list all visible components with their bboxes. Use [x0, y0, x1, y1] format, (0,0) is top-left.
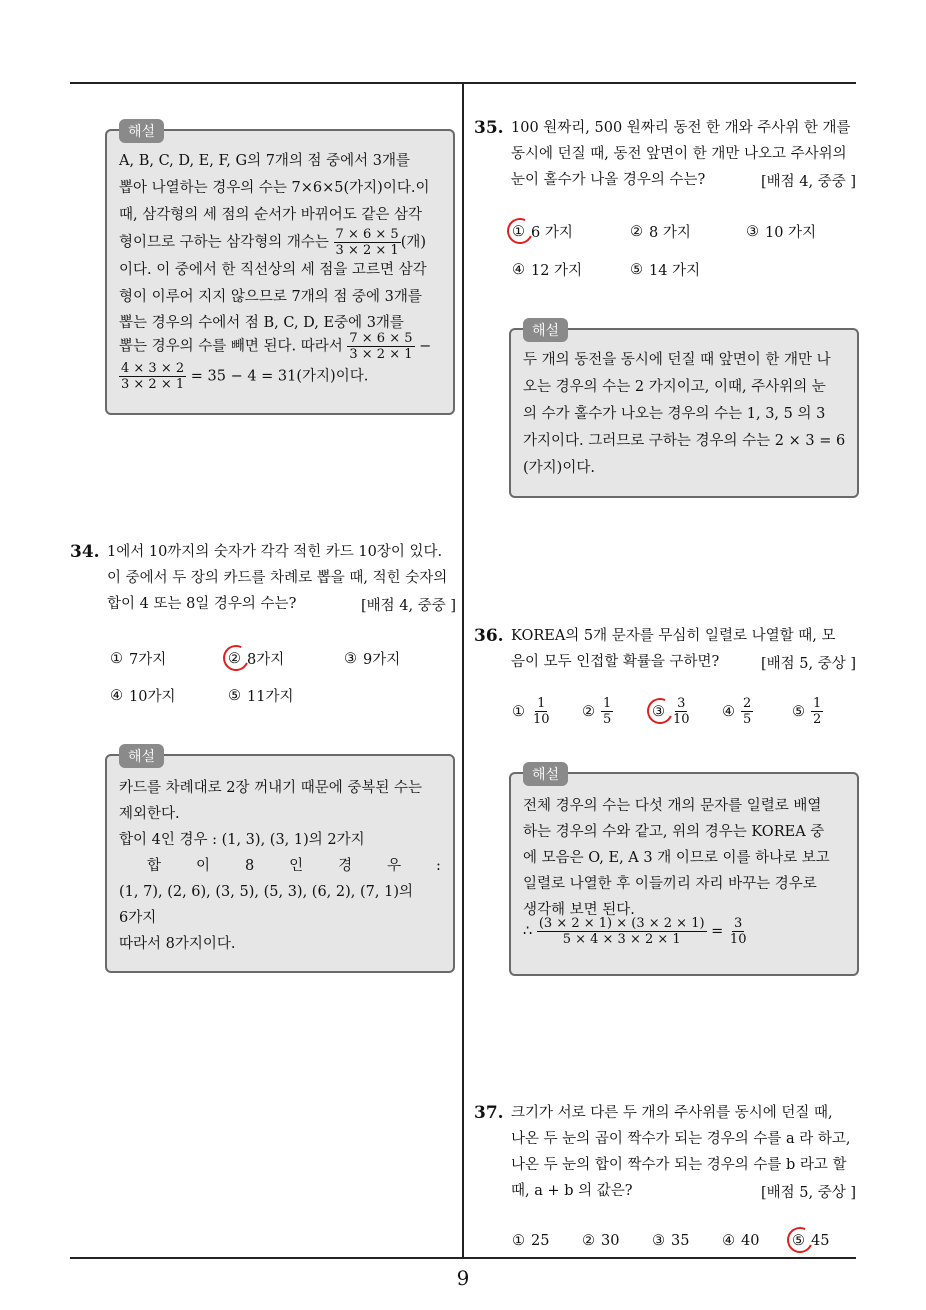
solution-label: 해설	[119, 119, 164, 143]
solution-word: 경	[338, 858, 353, 874]
choice-mark: ②	[582, 703, 595, 720]
solution-line: 두 개의 동전을 동시에 던질 때 앞면이 한 개만 나	[523, 352, 831, 368]
solution-line	[147, 854, 441, 878]
solution-line: 카드를 차례대로 2장 꺼내기 때문에 중복된 수는	[119, 780, 423, 796]
solution-label: 해설	[119, 744, 164, 768]
question-37	[474, 1103, 856, 1253]
numerator: 3	[734, 916, 743, 931]
numerator: 3	[677, 696, 686, 711]
question-number: 36.	[474, 626, 504, 646]
solution-line: 생각해 보면 된다.	[523, 902, 635, 918]
fraction	[334, 227, 401, 258]
solution-word: 합	[147, 858, 162, 874]
page-number: 9	[456, 1266, 470, 1290]
denominator: 3 × 2 × 1	[121, 377, 185, 392]
choice-mark: ④	[512, 261, 525, 278]
numerator: 7 × 6 × 5	[349, 331, 413, 346]
choice-4[interactable]	[722, 1233, 759, 1249]
denominator: 5	[603, 712, 612, 727]
choice-fraction	[531, 696, 552, 727]
choice-mark-selected: ②	[228, 650, 241, 667]
solution-line	[119, 331, 431, 362]
choice-1[interactable]	[512, 696, 552, 727]
solution-word: :	[436, 858, 441, 874]
choice-5[interactable]	[228, 685, 293, 706]
denominator: 5 × 4 × 3 × 2 × 1	[562, 932, 681, 947]
choice-fraction	[741, 696, 753, 727]
score-label: [배점 4, 중중 ]	[360, 598, 456, 614]
choice-mark: ④	[722, 703, 735, 720]
question-text: 동시에 던질 때, 동전 앞면이 한 개만 나오고 주사위의	[511, 146, 847, 162]
choice-text: 30	[601, 1233, 620, 1249]
choice-1[interactable]	[512, 221, 573, 242]
solution-label: 해설	[523, 318, 568, 342]
numerator: 1	[603, 696, 612, 711]
choice-text: 40	[741, 1233, 760, 1249]
choice-fraction	[811, 696, 823, 727]
fraction	[728, 916, 749, 947]
choice-text: 8가지	[247, 652, 285, 668]
choice-mark: ④	[722, 1233, 735, 1249]
choice-text: 9가지	[363, 652, 401, 668]
denominator: 2	[813, 712, 822, 727]
solution-line: 에 모음은 O, E, A 3 개 이므로 이를 하나로 보고	[523, 850, 830, 866]
choice-mark: ②	[582, 1233, 595, 1249]
choice-1[interactable]	[110, 648, 166, 669]
choice-text: 10 가지	[765, 225, 817, 241]
choice-2[interactable]	[228, 648, 284, 669]
solution-line: 이다. 이 중에서 한 직선상의 세 점을 고르면 삼각	[119, 262, 427, 278]
solution-line: 뽑아 나열하는 경우의 수는 7×6×5(가지)이다.이	[119, 180, 430, 196]
fraction	[347, 331, 414, 362]
choice-mark: ⑤	[792, 703, 805, 720]
solution-line: 의 수가 홀수가 나오는 경우의 수는 1, 3, 5 의 3	[523, 406, 826, 422]
fraction	[537, 916, 707, 947]
choice-3[interactable]	[746, 221, 816, 242]
choice-text: 12 가지	[531, 263, 583, 279]
q36-solution-box	[509, 767, 859, 976]
choice-mark-selected: ⑤	[792, 1233, 805, 1249]
choice-mark: ④	[110, 687, 123, 704]
solution-line: 6가지	[119, 910, 157, 926]
choice-5[interactable]	[630, 259, 700, 280]
bottom-rule	[70, 1257, 856, 1259]
solution-word: 8	[244, 858, 255, 874]
solution-line: A, B, C, D, E, F, G의 7개의 점 중에서 3개를	[119, 153, 411, 169]
choice-fraction	[601, 696, 613, 727]
question-text: 때, a + b 의 값은?	[511, 1183, 633, 1199]
choice-1[interactable]	[512, 1233, 549, 1249]
choice-mark-selected: ③	[652, 703, 665, 720]
choice-text: 6 가지	[531, 225, 573, 241]
question-text: 크기가 서로 다른 두 개의 주사위를 동시에 던질 때,	[511, 1105, 833, 1121]
solution-line	[119, 227, 426, 258]
q34-solution-box	[105, 749, 455, 973]
choice-text: 10가지	[129, 689, 176, 705]
question-text: 나온 두 눈의 합이 짝수가 되는 경우의 수를 b 라고 할	[511, 1157, 847, 1173]
question-36	[474, 626, 856, 746]
choice-text: 14 가지	[649, 263, 701, 279]
solution-line: 때, 삼각형의 세 점의 순서가 바뀌어도 같은 삼각	[119, 207, 423, 223]
choice-fraction	[671, 696, 692, 727]
question-35	[474, 118, 856, 288]
choice-5[interactable]	[792, 1233, 829, 1249]
solution-line: 뽑는 경우의 수에서 점 B, C, D, E중에 3개를	[119, 315, 404, 331]
question-text: 눈이 홀수가 나올 경우의 수는?	[511, 172, 706, 188]
choice-text: 7가지	[129, 652, 167, 668]
solution-text: 형이므로 구하는 삼각형의 개수는	[119, 234, 329, 251]
numerator: 1	[537, 696, 546, 711]
question-text: 나온 두 눈의 곱이 짝수가 되는 경우의 수를 a 라 하고,	[511, 1131, 851, 1147]
therefore-symbol: ∴	[523, 923, 533, 940]
solution-line: 오는 경우의 수는 2 가지이고, 이때, 주사위의 눈	[523, 379, 826, 395]
solution-line	[119, 361, 368, 392]
solution-line: (1, 7), (2, 6), (3, 5), (5, 3), (6, 2), (7, 1)의	[119, 884, 413, 900]
denominator: 10	[729, 932, 747, 947]
solution-word: 인	[289, 858, 304, 874]
numerator: 2	[743, 696, 752, 711]
choice-mark: ①	[512, 1233, 525, 1249]
choice-text: 45	[811, 1233, 830, 1249]
choice-mark: ②	[630, 223, 643, 240]
denominator: 5	[743, 712, 752, 727]
choice-3[interactable]	[652, 696, 692, 727]
solution-line: 따라서 8가지이다.	[119, 936, 236, 952]
solution-word: 우	[387, 858, 402, 874]
solution-text: (개)	[400, 234, 427, 251]
question-text: 1에서 10까지의 숫자가 각각 적힌 카드 10장이 있다.	[107, 544, 443, 560]
choice-2[interactable]	[582, 696, 613, 727]
choice-mark: ⑤	[630, 261, 643, 278]
solution-text: 뽑는 경우의 수를 빼면 된다. 따라서	[119, 338, 343, 355]
choice-2[interactable]	[630, 221, 691, 242]
q35-solution-box	[509, 323, 859, 498]
choice-mark: ①	[512, 703, 525, 720]
choice-4[interactable]	[110, 685, 175, 706]
numerator: 1	[813, 696, 822, 711]
column-divider	[462, 83, 464, 1258]
question-text: KOREA의 5개 문자를 무심히 일렬로 나열할 때, 모	[511, 628, 836, 644]
choice-text: 11가지	[247, 689, 294, 705]
solution-line: 합이 4인 경우 : (1, 3), (3, 1)의 2가지	[119, 832, 365, 848]
solution-line: 전체 경우의 수는 다섯 개의 문자를 일렬로 배열	[523, 798, 822, 814]
question-text: 음이 모두 인접할 확률을 구하면?	[511, 654, 720, 670]
choice-text: 25	[531, 1233, 550, 1249]
choice-5[interactable]	[792, 696, 823, 727]
question-number: 37.	[474, 1103, 504, 1123]
question-number: 34.	[70, 542, 100, 562]
numerator: 7 × 6 × 5	[335, 227, 399, 242]
choice-3[interactable]	[344, 648, 400, 669]
solution-text: = 35 − 4 = 31(가지)이다.	[190, 368, 369, 385]
choice-mark: ③	[652, 1233, 665, 1249]
denominator: 3 × 2 × 1	[349, 347, 413, 362]
denominator: 3 × 2 × 1	[335, 243, 399, 258]
solution-line: 형이 이루어 지지 않으므로 7개의 점 중에 3개를	[119, 289, 422, 305]
equals-sign: =	[711, 923, 724, 940]
denominator: 10	[673, 712, 690, 727]
choice-3[interactable]	[652, 1233, 689, 1249]
numerator: 4 × 3 × 2	[121, 361, 185, 376]
solution-text: −	[419, 338, 432, 355]
solution-line: 하는 경우의 수와 같고, 위의 경우는 KOREA 중	[523, 824, 825, 840]
choice-2[interactable]	[582, 1233, 619, 1249]
question-text: 합이 4 또는 8일 경우의 수는?	[107, 596, 297, 612]
question-text: 100 원짜리, 500 원짜리 동전 한 개와 주사위 한 개를	[511, 120, 851, 136]
choice-text: 8 가지	[649, 225, 691, 241]
choice-mark: ⑤	[228, 687, 241, 704]
score-label: [배점 4, 중중 ]	[760, 174, 856, 190]
solution-line: (가지)이다.	[523, 460, 595, 476]
numerator: (3 × 2 × 1) × (3 × 2 × 1)	[538, 916, 705, 931]
solution-line: 제외한다.	[119, 806, 180, 822]
question-text: 이 중에서 두 장의 카드를 차례로 뽑을 때, 적힌 숫자의	[107, 570, 448, 586]
question-34	[70, 542, 456, 722]
choice-mark-selected: ①	[512, 223, 525, 240]
q33-solution-box	[105, 124, 455, 415]
solution-line: 일렬로 나열한 후 이들끼리 자리 바꾸는 경우로	[523, 876, 817, 892]
choice-text: 35	[671, 1233, 690, 1249]
choice-mark: ①	[110, 650, 123, 667]
score-label: [배점 5, 중상 ]	[760, 1185, 856, 1201]
choice-mark: ③	[746, 223, 759, 240]
score-label: [배점 5, 중상 ]	[760, 656, 856, 672]
choice-4[interactable]	[512, 259, 582, 280]
denominator: 10	[533, 712, 550, 727]
choice-4[interactable]	[722, 696, 753, 727]
question-number: 35.	[474, 118, 504, 138]
choice-mark: ③	[344, 650, 357, 667]
solution-label: 해설	[523, 762, 568, 786]
solution-word: 이	[195, 858, 210, 874]
fraction	[119, 361, 186, 392]
solution-line: 가지이다. 그러므로 구하는 경우의 수는 2 × 3 = 6	[523, 433, 846, 449]
solution-line	[523, 916, 748, 947]
